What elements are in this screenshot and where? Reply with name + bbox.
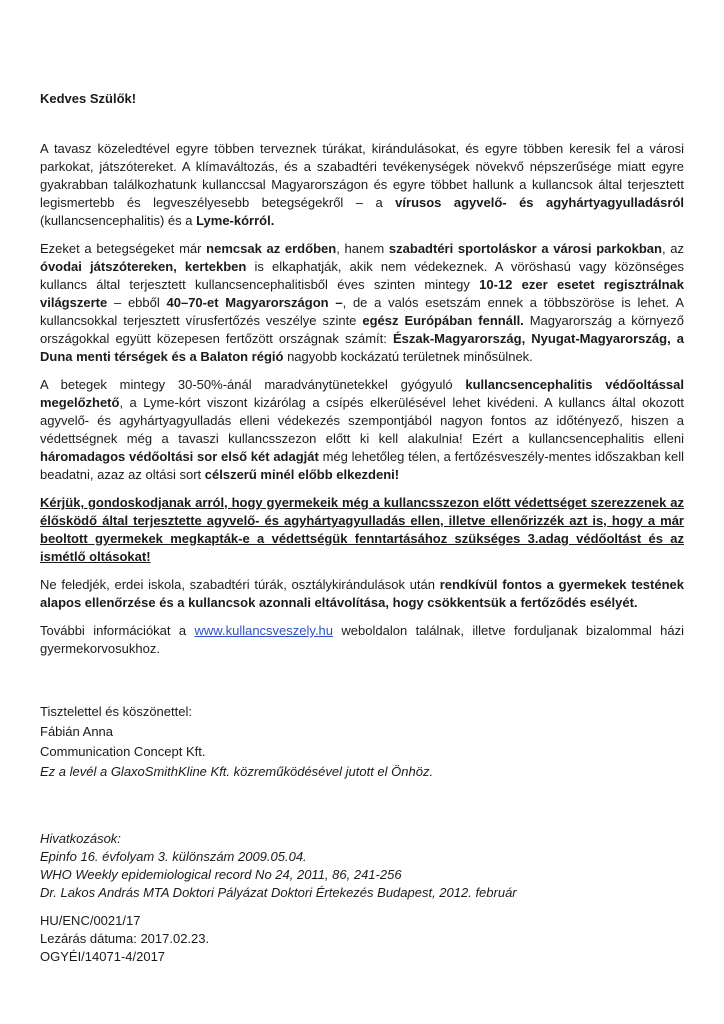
- text-run: – ebből: [107, 295, 167, 310]
- text-run: weboldalon találnak, illetve forduljanak bizalommal házi gyermekorvosukhoz.: [40, 623, 684, 656]
- reference-item: [40, 866, 684, 884]
- text-run: Ne feledjék, erdei iskola, szabadtéri túrák, osztálykirándulások után: [40, 577, 440, 592]
- text-run: Lezárás dátuma: 2017.02.23.: [40, 931, 210, 946]
- text-run: háromadagos védőoltási sor első két adagját: [40, 449, 319, 464]
- text-run: egész Európában fennáll.: [362, 313, 524, 328]
- closing-sponsor-note: [40, 762, 684, 782]
- reference-item: [40, 884, 684, 902]
- codes-block: [40, 912, 684, 966]
- text-run: Dr. Lakos András MTA Doktori Pályázat Doktori Értekezés Budapest, 2012. február: [40, 885, 517, 900]
- text-run: Tisztelettel és köszönettel:: [40, 704, 192, 719]
- text-run: WHO Weekly epidemiological record No 24, 2011, 86, 241-256: [40, 867, 402, 882]
- text-run: óvodai játszótereken, kertekben: [40, 259, 247, 274]
- text-run: rendkívül fontos a gyermekek testének alapos ellenőrzése és a kullancsok azonnali eltávolítása, hogy csökkentsük a fertőződés esélyét.: [40, 577, 684, 610]
- text-run: Észak-Magyarország, Nyugat-Magyarország, a Duna menti térségek és a Balaton régió: [40, 331, 684, 364]
- kullancsveszely-link[interactable]: www.kullancsveszely.hu: [194, 623, 334, 638]
- paragraph-vaccination: [40, 376, 684, 484]
- text-run: , de a valós esetszám ennek a többszöröse is lehet. A kullancsokkal terjesztett vírusfertőzés veszélye szinte: [40, 295, 684, 328]
- text-run: is elkaphatják, akik nem védekeznek. A vöröshasú vagy közönséges kullancs által terjesztett kullancsencephalitisből éves szinten mintegy: [40, 259, 684, 292]
- text-run: Ez a levél a GlaxoSmithKline Kft. közreműködésével jutott el Önhöz.: [40, 764, 434, 779]
- closing-regards: [40, 702, 684, 722]
- text-run: Lyme-kórról.: [196, 213, 275, 228]
- text-run: A betegek mintegy 30-50%-ánál maradványtünetekkel gyógyuló: [40, 377, 466, 392]
- text-run: szabadtéri sportoláskor a városi parkokban: [388, 241, 662, 256]
- closing-sender-name: [40, 722, 684, 742]
- text-run: kullancsencephalitis védőoltással megelőzhető: [40, 377, 684, 410]
- text-run: , a Lyme-kórt viszont kizárólag a csípés elkerülésével lehet kivédeni. A kullancs által okozott agyvelő- és agyhártyagyulladás elleni védekezés szempontjából nagyon fontos az időtényező, hiszen a védettségnek még a tavaszi kullancsszezon előtt ki kell alakulnia! Ezért a kullancsencephalitis elleni: [40, 395, 684, 446]
- text-run: Kérjük, gondoskodjanak arról, hogy gyermekeik még a kullancsszezon előtt védettséget szerezzenek az élősködő által terjesztette agyvelő- és agyhártyagyulladás ellen, illetve ellenőrizzék azt is, hogy a már beoltott gyermekek megkapták-e a védettségük fenntartásához szükséges 3.adag védőoltást és az ismétlő oltásokat!: [40, 495, 684, 564]
- closing-company: [40, 742, 684, 762]
- paragraph-spread-risk: [40, 240, 684, 366]
- text-run: Magyarország a környező országokkal együtt közepesen fertőzött országnak számít:: [40, 313, 684, 346]
- text-run: 10-12 ezer esetet regisztrálnak világszerte: [40, 277, 684, 310]
- text-run: 40–70-et Magyarországon –: [166, 295, 343, 310]
- references-heading: [40, 830, 684, 848]
- approval-code: [40, 912, 684, 930]
- text-run: célszerű minél előbb elkezdeni!: [204, 467, 400, 482]
- text-run: vírusos agyvelő- és agyhártyagyulladásról: [395, 195, 684, 210]
- text-run: HU/ENC/0021/17: [40, 913, 141, 928]
- text-run: OGYÉI/14071-4/2017: [40, 949, 166, 964]
- text-run: (kullancsencephalitis) és a: [40, 213, 197, 228]
- text-run: Hivatkozások:: [40, 831, 121, 846]
- text-run: , az: [661, 241, 684, 256]
- closing-block: [40, 702, 684, 782]
- paragraph-more-info: [40, 622, 684, 658]
- salutation: [40, 90, 684, 108]
- paragraph-reminder: [40, 576, 684, 612]
- text-run: Communication Concept Kft.: [40, 744, 206, 759]
- text-run: A tavasz közeledtével egyre többen terveznek túrákat, kirándulásokat, és egyre többen keresik fel a városi parkokat, játszótereket. A klímaváltozás, és a szabadtéri tevékenységek növekvő népszerűsége miatt egyre gyakrabban találkozhatunk kullanccsal Magyarországon és egyre többet hallunk a kullancsok által terjesztett legismertebb és legveszélyesebb betegségekről – a: [40, 141, 684, 210]
- text-run: Ezeket a betegségeket már: [40, 241, 207, 256]
- references-block: [40, 830, 684, 902]
- closure-date: [40, 930, 684, 948]
- ogyei-code: [40, 948, 684, 966]
- text-run: Fábián Anna: [40, 724, 114, 739]
- text-run: nagyobb kockázatú területnek minősülnek.: [283, 349, 533, 364]
- text-run: nemcsak az erdőben: [206, 241, 337, 256]
- text-run: További információkat a: [40, 623, 195, 638]
- text-run: , hanem: [336, 241, 389, 256]
- paragraph-appeal: [40, 494, 684, 566]
- reference-item: [40, 848, 684, 866]
- text-run: Epinfo 16. évfolyam 3. különszám 2009.05.04.: [40, 849, 307, 864]
- text-run: Kedves Szülők!: [40, 91, 137, 106]
- paragraph-intro: [40, 140, 684, 230]
- text-run: még lehetőleg télen, a fertőzésveszély-mentes időszakban kell beadatni, azaz az oltási sort: [40, 449, 684, 482]
